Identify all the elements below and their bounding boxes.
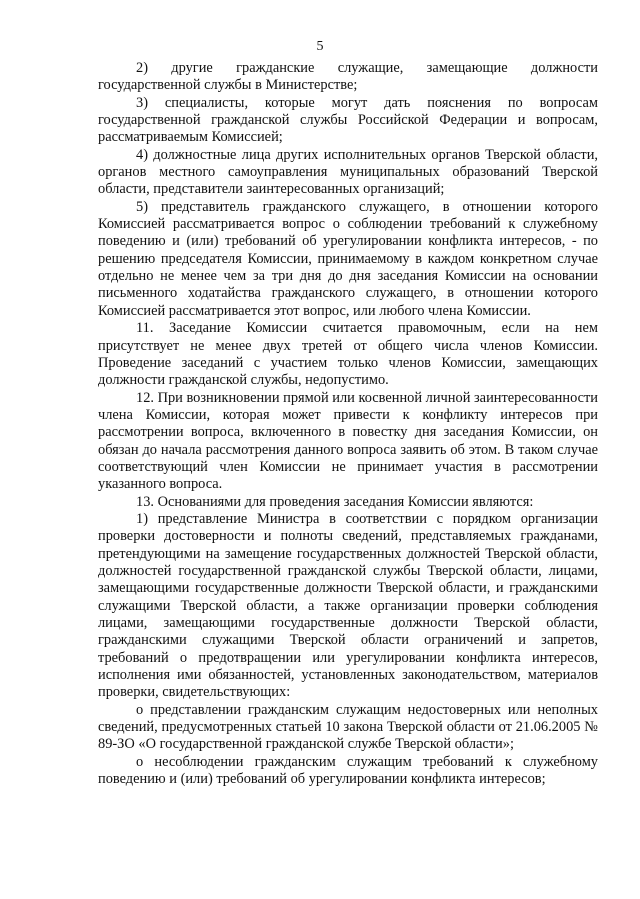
paragraph-item-2: 2) другие гражданские служащие, замещающие должности государственной службы в Министерстве;	[98, 60, 598, 94]
paragraph-clause-12: 12. При возникновении прямой или косвенной личной заинтересованности члена Комиссии, которая может привести к конфликту интересов при рассмотрении вопроса, включенного в повестку дня заседания Комиссии, он обязан до начала рассмотрения данного вопроса заявить об этом. В таком случае соответствующий член Комиссии не принимает участия в рассмотрении указанного вопроса.	[98, 389, 598, 493]
paragraph-item-3: 3) специалисты, которые могут дать пояснения по вопросам государственной гражданской службы Российской Федерации и вопросам, рассматриваемым Комиссией;	[98, 94, 598, 146]
paragraph-clause-11: 11. Заседание Комиссии считается правомочным, если на нем присутствует не менее двух третей от общего числа членов Комиссии. Проведение заседаний с участием только членов Комиссии, замещающих должности гражданской службы, недопустимо.	[98, 320, 598, 389]
paragraph-item-5: 5) представитель гражданского служащего, в отношении которого Комиссией рассматривается вопрос о соблюдении требований к служебному поведению и (или) требований об урегулировании конфликта интересов, - по решению председателя Комиссии, принимаемому в каждом конкретном случае отдельно не менее чем за три дня до дня заседания Комиссии на основании письменного ходатайства гражданского служащего, в отношении которого Комиссией рассматривается этот вопрос, или любого члена Комиссии.	[98, 198, 598, 319]
paragraph-item-4: 4) должностные лица других исполнительных органов Тверской области, органов местного самоуправления муниципальных образований Тверской области, представители заинтересованных организаций;	[98, 146, 598, 198]
page-number: 5	[316, 39, 324, 54]
paragraph-bullet-noncompliance: о несоблюдении гражданским служащим требований к служебному поведению и (или) требований об урегулировании конфликта интересов;	[98, 753, 598, 788]
document-body	[98, 60, 598, 788]
paragraph-subitem-1: 1) представление Министра в соответствии с порядком организации проверки достоверности и полноты сведений, представляемых гражданами, претендующими на замещение государственных должностей Тверской области, должностей государственной гражданской службы Тверской области, лицами, замещающими государственные должности Тверской области, и гражданскими служащими Тверской области, а также организации проверки соблюдения лицами, замещающими государственные должности Тверской области, гражданскими служащими Тверской области ограничений и запретов, требований о предотвращении или урегулировании конфликта интересов, исполнения ими обязанностей, установленных законодательством, материалов проверки, свидетельствующих:	[98, 510, 598, 701]
paragraph-bullet-unreliable-info: о представлении гражданским служащим недостоверных или неполных сведений, предусмотренных статьей 10 закона Тверской области от 21.06.2005 № 89-ЗО «О государственной гражданской службе Тверской области»;	[98, 701, 598, 753]
paragraph-clause-13: 13. Основаниями для проведения заседания Комиссии являются:	[136, 493, 534, 510]
